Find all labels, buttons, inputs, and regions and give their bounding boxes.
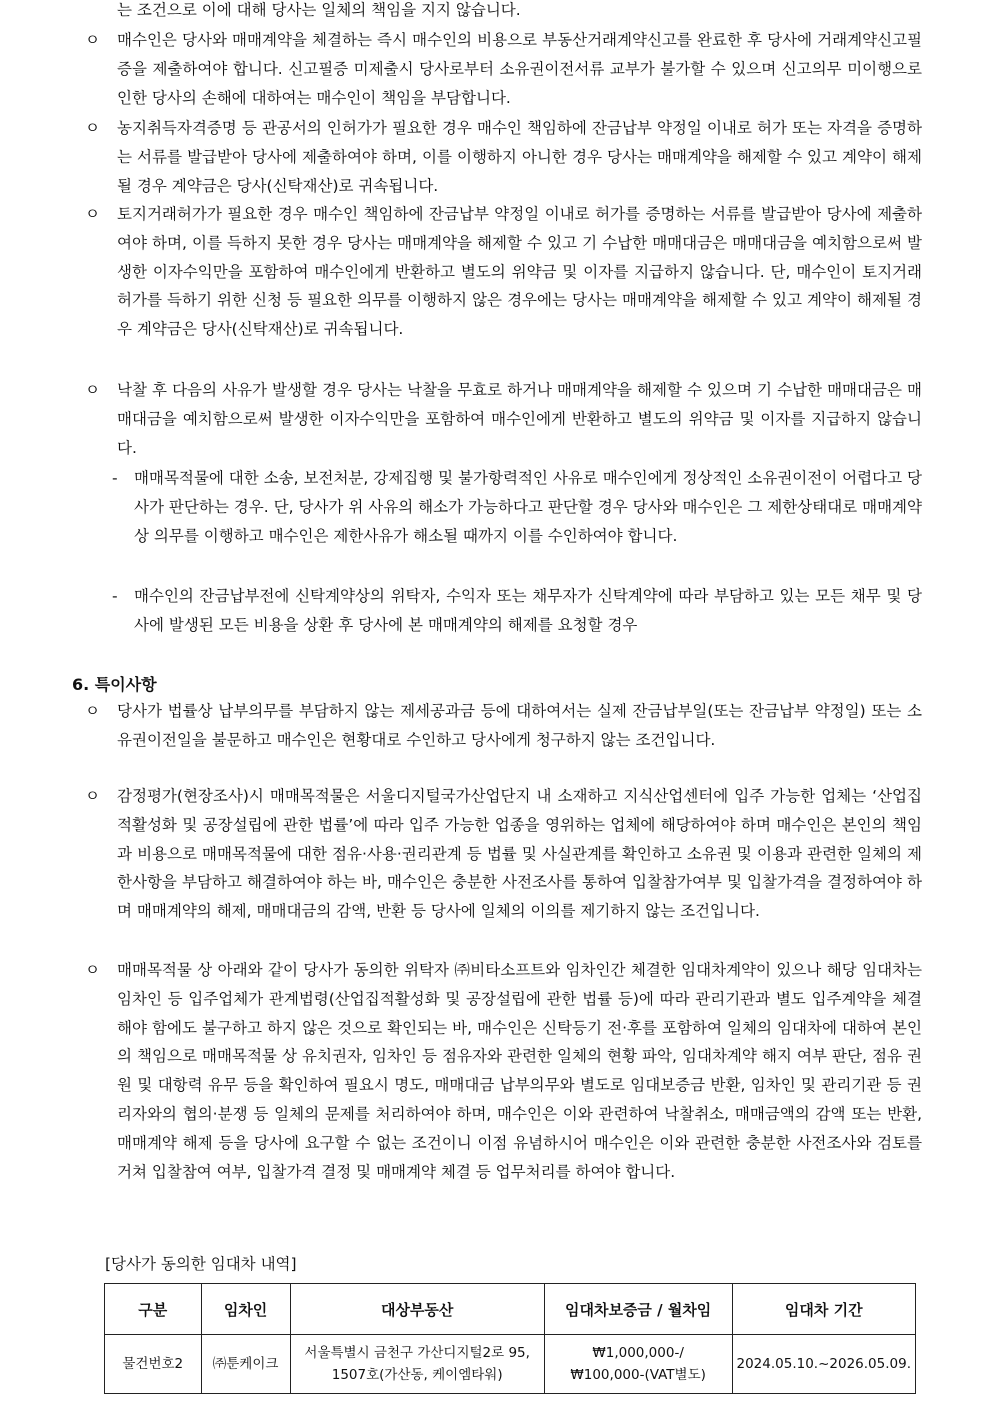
bullet-item [85, 782, 922, 926]
deposit-line-2: ₩100,000-(VAT별도) [570, 1367, 706, 1383]
dash-text: 매수인의 잔금납부전에 신탁계약상의 위탁자, 수익자 또는 채무자가 신탁계약에 따라 부담하고 있는 모든 채무 및 당사에 발생된 모든 비용을 상환 후 당사에 본 매매계약의 해제를 요청할 경우 [134, 587, 922, 634]
dash-marker: - [112, 587, 118, 605]
header-lease-period: 임대차 기간 [732, 1284, 916, 1335]
dash-text: 매매목적물에 대한 소송, 보전처분, 강제집행 및 불가항력적인 사유로 매수인에게 정상적인 소유권이전이 어렵다고 당사가 판단하는 경우. 단, 당사가 위 사유의 해소가 가능하다고 판단할 경우 당사와 매수인은 그 제한상태대로 매매계약상 의무를 이행하고 매수인은 제한사유가 해소될 때까지 이를 수인하여야 합니다. [134, 469, 922, 545]
bullet-text: 당사가 법률상 납부의무를 부담하지 않는 제세공과금 등에 대하여서는 실제 잔금납부일(또는 잔금납부 약정일) 또는 소유권이전일을 불문하고 매수인은 현황대로 수인하고 당사에게 청구하지 않는 조건입니다. [117, 702, 922, 749]
cell-category: 물건번호2 [105, 1335, 202, 1394]
table-header-row [105, 1284, 916, 1335]
cell-deposit-rent [544, 1335, 732, 1394]
header-tenant: 임차인 [201, 1284, 290, 1335]
bullet-marker: ㅇ [85, 702, 100, 720]
header-category: 구분 [105, 1284, 202, 1335]
bullet-text: 토지거래허가가 필요한 경우 매수인 책임하에 잔금납부 약정일 이내로 허가를 증명하는 서류를 발급받아 당사에 제출하여야 하며, 이를 득하지 못한 경우 당사는 매매계약을 해제할 수 있고 기 수납한 매매대금은 매매대금을 예치함으로써 발생한 이자수익만을 포함하여 매수인에게 반환하고 별도의 위약금 및 이자를 지급하지 않습니다. 단, 매수인이 토지거래허가를 득하기 위한 신청 등 필요한 의무를 이행하지 않은 경우에는 당사는 매매계약을 해제할 수 있고 계약이 해제될 경우 계약금은 당사(신탁재산)로 귀속됩니다. [117, 205, 922, 339]
table-caption: [당사가 동의한 임대차 내역] [105, 1255, 297, 1273]
bullet-item [85, 376, 922, 462]
continued-line: 는 조건으로 이에 대해 당사는 일체의 책임을 지지 않습니다. [117, 1, 521, 19]
lease-table [104, 1283, 916, 1394]
bullet-marker: ㅇ [85, 961, 100, 979]
bullet-text: 매수인은 당사와 매매계약을 체결하는 즉시 매수인의 비용으로 부동산거래계약신고를 완료한 후 당사에 거래계약신고필증을 제출하여야 합니다. 신고필증 미제출시 당사로부터 소유권이전서류 교부가 불가할 수 있으며 신고의무 미이행으로 인한 당사의 손해에 대하여는 매수인이 책임을 부담합니다. [117, 31, 922, 107]
bullet-marker: ㅇ [85, 787, 100, 805]
deposit-line-1: ₩1,000,000-/ [592, 1345, 684, 1361]
cell-property [290, 1335, 544, 1394]
bullet-item [85, 956, 922, 1186]
bullet-text: 매매목적물 상 아래와 같이 당사가 동의한 위탁자 ㈜비타소프트와 임차인간 체결한 임대차계약이 있으나 해당 임대차는 임차인 등 입주업체가 관계법령(산업집적활성화 및 공장설립에 관한 법률 등)에 따라 관리기관과 별도 입주계약을 체결해야 함에도 불구하고 하지 않은 것으로 확인되는 바, 매수인은 신탁등기 전·후를 포함하여 일체의 임대차에 대하여 본인의 책임으로 매매목적물 상 유치권자, 임차인 등 점유자와 관련한 일체의 현황 파악, 임대차계약 해지 여부 판단, 점유 권원 및 대항력 유무 등을 확인하여 필요시 명도, 매매대금 납부의무와 별도로 임대보증금 반환, 임차인 및 관리기관 등 권리자와의 협의·분쟁 등 일체의 문제를 처리하여야 하며, 매수인은 이와 관련하여 낙찰취소, 매매금액의 감액 또는 반환, 매매계약 해제 등을 당사에 요구할 수 없는 조건이니 이점 유념하시어 매수인은 이와 관련한 충분한 사전조사와 검토를 거쳐 입찰참여 여부, 입찰가격 결정 및 매매계약 체결 등 업무처리를 하여야 합니다. [117, 961, 922, 1181]
bullet-text: 감정평가(현장조사)시 매매목적물은 서울디지털국가산업단지 내 소재하고 지식산업센터에 입주 가능한 업체는 ‘산업집적활성화 및 공장설립에 관한 법률’에 따라 입주 가능한 업종을 영위하는 업체에 해당하여야 하며 매수인은 본인의 책임과 비용으로 매매목적물에 대한 점유·사용·권리관계 등 법률 및 사실관계를 확인하고 소유권 및 이용과 관련한 일체의 제한사항을 부담하고 해결하여야 하는 바, 매수인은 충분한 사전조사를 통하여 입찰참가여부 및 입찰가격을 결정하여야 하며 매매계약의 해제, 매매대금의 감액, 반환 등 당사에 일체의 이의를 제기하지 않는 조건입니다. [117, 787, 922, 921]
dash-item [112, 464, 922, 550]
bullet-marker: ㅇ [85, 381, 100, 399]
bullet-marker: ㅇ [85, 119, 100, 137]
dash-item [112, 582, 922, 640]
bullet-text: 낙찰 후 다음의 사유가 발생할 경우 당사는 낙찰을 무효로 하거나 매매계약을 해제할 수 있으며 기 수납한 매매대금은 매매대금을 예치함으로써 발생한 이자수익만을 포함하여 매수인에게 반환하고 별도의 위약금 및 이자를 지급하지 않습니다. [117, 381, 922, 457]
bullet-item [85, 200, 922, 344]
header-property: 대상부동산 [290, 1284, 544, 1335]
bullet-text: 농지취득자격증명 등 관공서의 인허가가 필요한 경우 매수인 책임하에 잔금납부 약정일 이내로 허가 또는 자격을 증명하는 서류를 발급받아 당사에 제출하여야 하며, 이를 이행하지 아니한 경우 당사는 매매계약을 해제할 수 있고 계약이 해제될 경우 계약금은 당사(신탁재산)로 귀속됩니다. [117, 119, 922, 195]
header-deposit-rent: 임대차보증금 / 월차임 [544, 1284, 732, 1335]
bullet-item [85, 697, 922, 755]
property-line-2: 1507호(가산동, 케이엠타워) [331, 1367, 503, 1383]
dash-marker: - [112, 469, 118, 487]
cell-lease-period: 2024.05.10.~2026.05.09. [732, 1335, 916, 1394]
table-row [105, 1335, 916, 1394]
cell-tenant: ㈜툰케이크 [201, 1335, 290, 1394]
bullet-marker: ㅇ [85, 205, 100, 223]
bullet-marker: ㅇ [85, 31, 100, 49]
bullet-item [85, 114, 922, 200]
bullet-item [85, 26, 922, 112]
property-line-1: 서울특별시 금천구 가산디지털2로 95, [304, 1345, 530, 1361]
section-heading: 6. 특이사항 [72, 675, 157, 694]
